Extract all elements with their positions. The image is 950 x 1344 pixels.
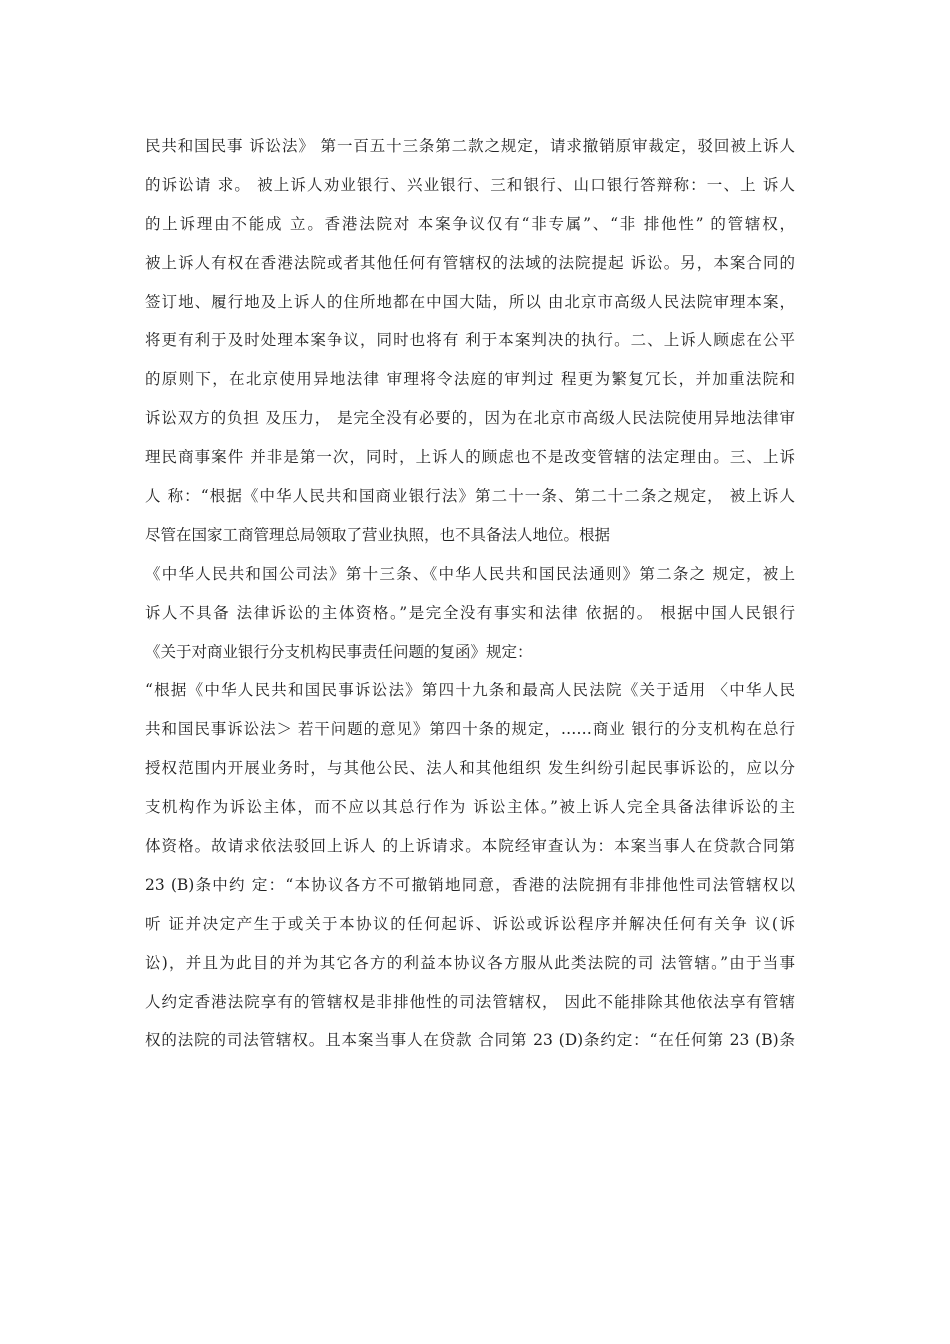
text-line: 将更有利于及时处理本案争议，同时也将有 利于本案判决的执行。二、上诉人顾虑在公平 — [145, 331, 795, 350]
text-line: 支机构作为诉讼主体，而不应以其总行作为 诉讼主体。”被上诉人完全具备法律诉讼的主 — [145, 798, 795, 817]
text-line: 诉人不具备 法律诉讼的主体资格。”是完全没有事实和法律 依据的。 根据中国人民银行 — [145, 603, 795, 622]
text-line: 权的法院的司法管辖权。且本案当事人在贷款 合同第 23 (D)条约定：“在任何第 23 (B)条 — [145, 1031, 795, 1050]
text-line: 的原则下，在北京使用异地法律 审理将令法庭的审判过 程更为繁复冗长，并加重法院和 — [145, 370, 795, 389]
text-line: “根据《中华人民共和国民事诉讼法》第四十九条和最高人民法院《关于适用 〈中华人民 — [145, 681, 795, 700]
text-line: 《关于对商业银行分支机构民事责任问题的复函》规定： — [145, 642, 533, 661]
text-line: 的诉讼请 求。 被上诉人劝业银行、兴业银行、三和银行、山口银行答辩称：一、上 诉人 — [145, 175, 795, 194]
text-line: 诉讼双方的负担 及压力， 是完全没有必要的，因为在北京市高级人民法院使用异地法律审 — [145, 409, 795, 428]
text-line: 民共和国民事 诉讼法》 第一百五十三条第二款之规定，请求撤销原审裁定，驳回被上诉人 — [145, 137, 795, 155]
text-line: 23 (B)条中约 定：“本协议各方不可撤销地同意，香港的法院拥有非排他性司法管辖权以 — [145, 875, 795, 894]
text-line: 体资格。故请求依法驳回上诉人 的上诉请求。本院经审查认为：本案当事人在贷款合同第 — [145, 837, 795, 856]
text-line: 讼)，并且为此目的并为其它各方的利益本协议各方服从此类法院的司 法管辖。”由于当事 — [145, 953, 795, 972]
text-line: 被上诉人有权在香港法院或者其他任何有管辖权的法域的法院提起 诉讼。另，本案合同的 — [145, 253, 795, 272]
text-line: 的上诉理由不能成 立。香港法院对 本案争议仅有“非专属”、“非 排他性” 的管辖权， — [145, 214, 795, 233]
text-line: 《中华人民共和国公司法》第十三条、《中华人民共和国民法通则》第二条之 规定，被上 — [145, 564, 795, 583]
text-line: 尽管在国家工商管理总局领取了营业执照，也不具备法人地位。根据 — [145, 525, 611, 544]
text-line: 听 证并决定产生于或关于本协议的任何起诉、诉讼或诉讼程序并解决任何有关争 议(诉 — [145, 914, 795, 933]
text-line: 签订地、履行地及上诉人的住所地都在中国大陆，所以 由北京市高级人民法院审理本案， — [145, 292, 795, 311]
text-line: 授权范围内开展业务时，与其他公民、法人和其他组织 发生纠纷引起民事诉讼的，应以分 — [145, 759, 795, 778]
text-line: 共和国民事诉讼法＞ 若干问题的意见》第四十条的规定，……商业 银行的分支机构在总行 — [145, 720, 795, 739]
text-line: 人 称：“根据《中华人民共和国商业银行法》第二十一条、第二十二条之规定， 被上诉人 — [145, 487, 795, 506]
text-line: 理民商事案件 并非是第一次，同时，上诉人的顾虑也不是改变管辖的法定理由。三、上诉 — [145, 448, 795, 467]
text-line: 人约定香港法院享有的管辖权是非排他性的司法管辖权， 因此不能排除其他依法享有管辖 — [145, 992, 795, 1011]
document-body — [145, 135, 795, 1068]
